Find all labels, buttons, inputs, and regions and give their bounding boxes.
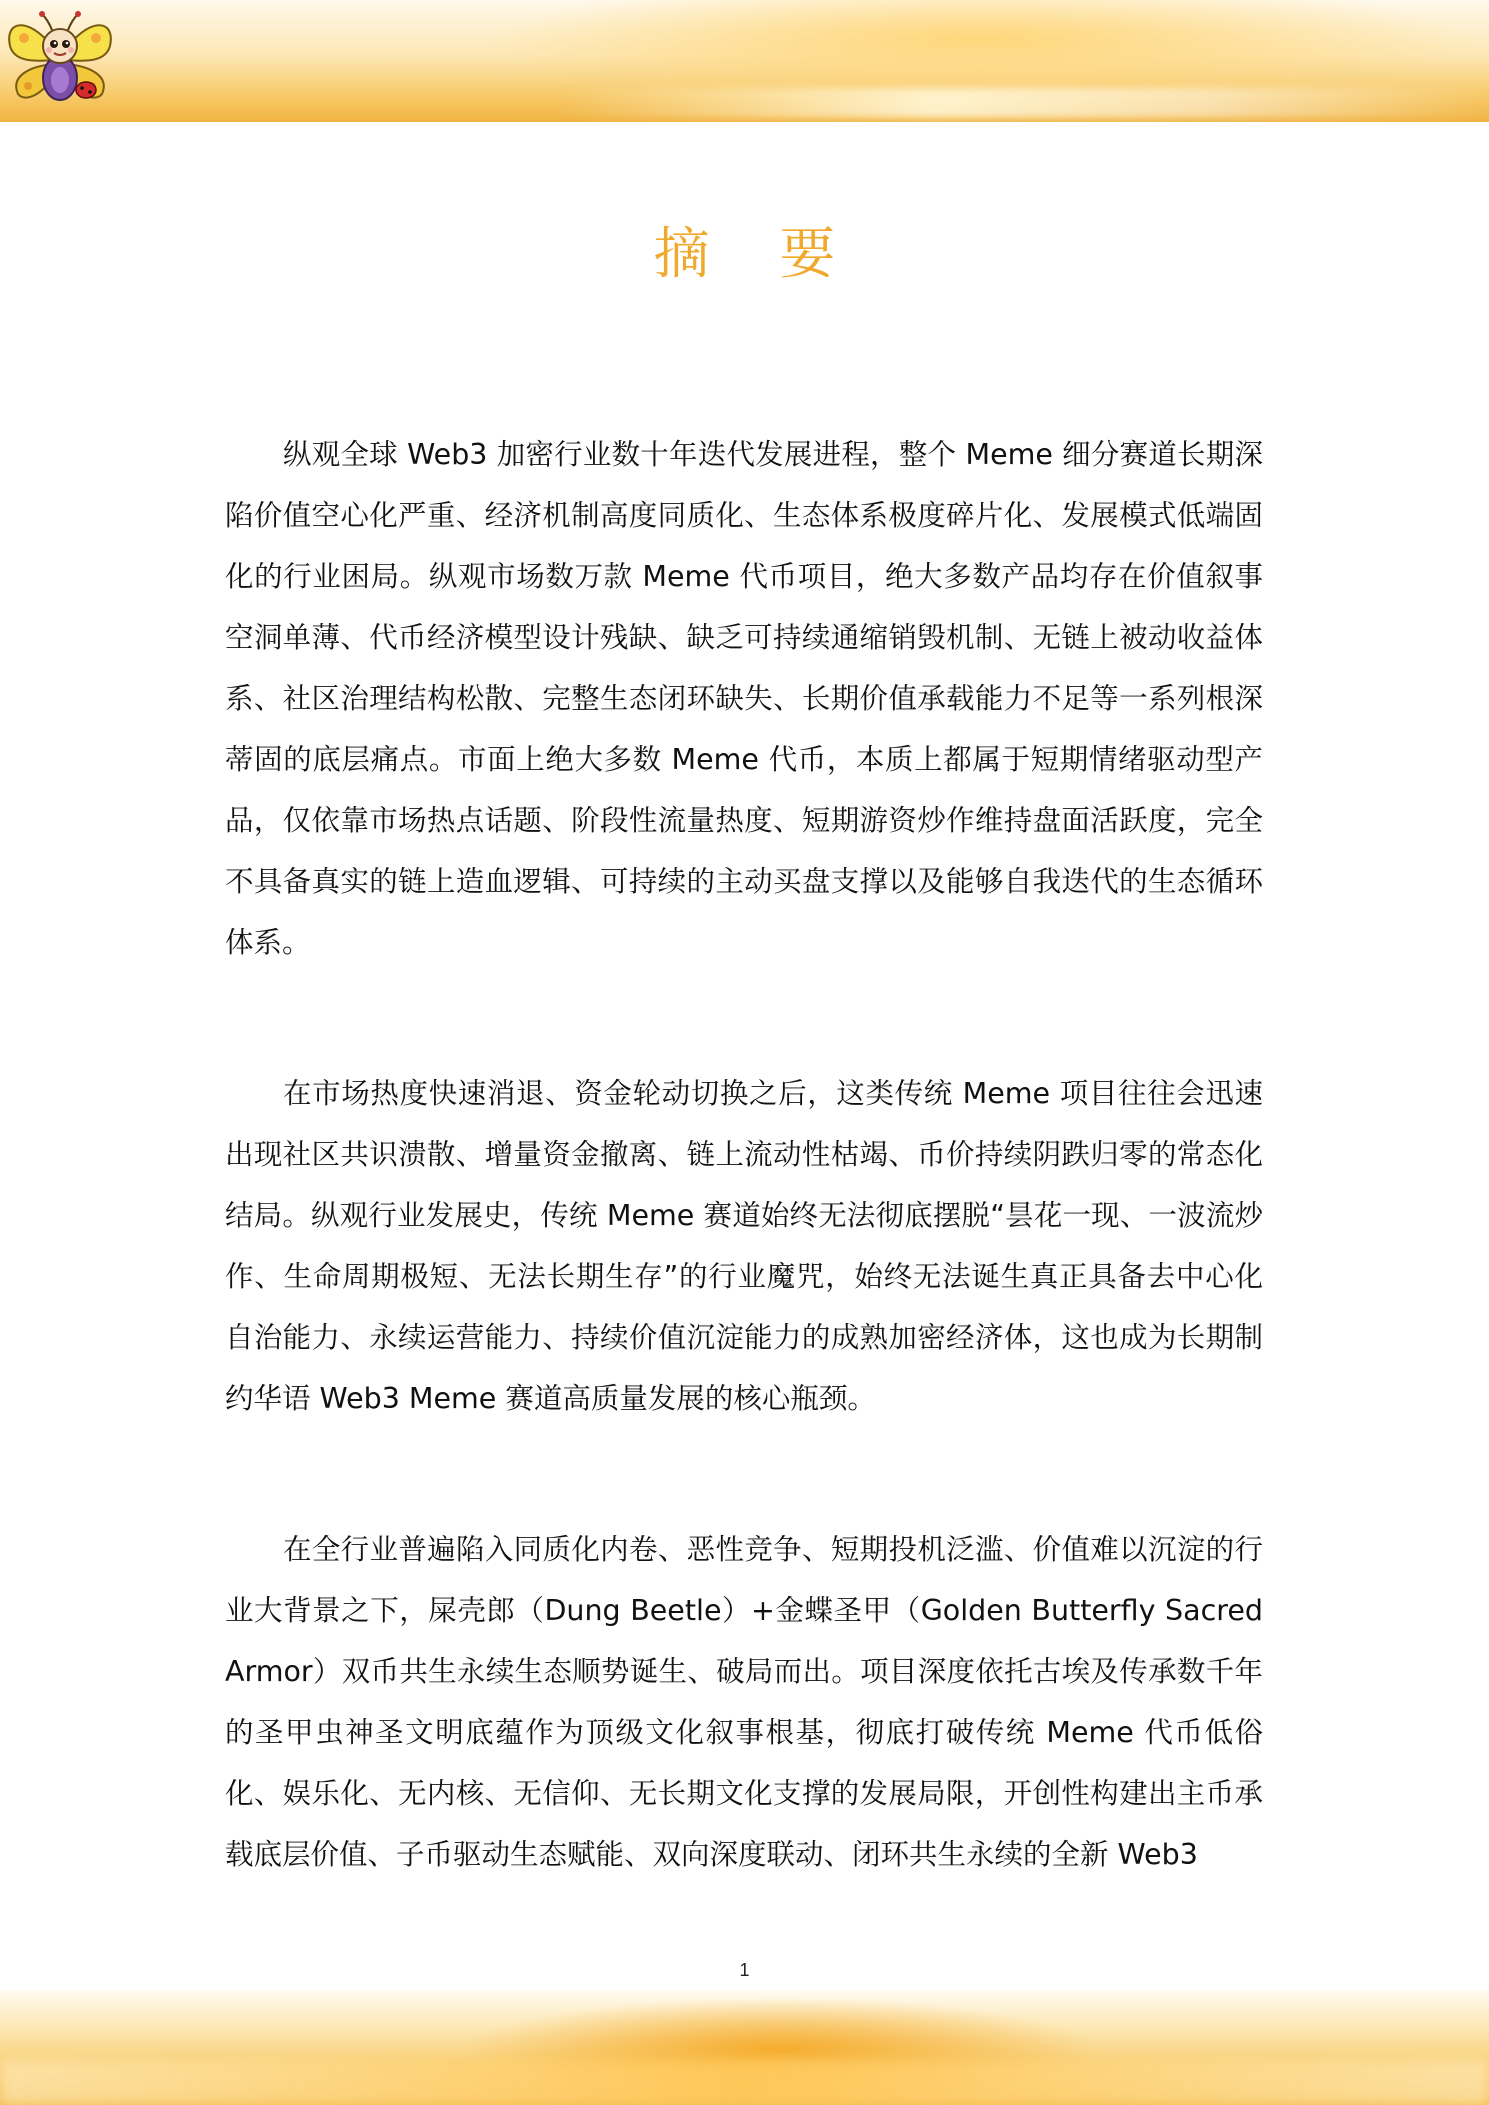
page-number: 1 (739, 1960, 750, 1980)
abstract-body (225, 424, 1263, 1975)
butterfly-beetle-mascot-icon (2, 6, 118, 106)
page-header-band (0, 0, 1489, 122)
footer-glow (0, 2060, 1489, 2105)
paragraph-1: 纵观全球 Web3 加密行业数十年迭代发展进程，整个 Meme 细分赛道长期深陷价值空心化严重、经济机制高度同质化、生态体系极度碎片化、发展模式低端固化的行业困局。纵观市场数万款 Meme 代币项目，绝大多数产品均存在价值叙事空洞单薄、代币经济模型设计残缺、缺乏可持续通缩销毁机制、无链上被动收益体系、社区治理结构松散、完整生态闭环缺失、长期价值承载能力不足等一系列根深蒂固的底层痛点。市面上绝大多数 Meme 代币，本质上都属于短期情绪驱动型产品，仅依靠市场热点话题、阶段性流量热度、短期游资炒作维持盘面活跃度，完全不具备真实的链上造血逻辑、可持续的主动买盘支撑以及能够自我迭代的生态循环体系。 (225, 438, 1263, 959)
page-footer-band (0, 1990, 1489, 2105)
paragraph-2: 在市场热度快速消退、资金轮动切换之后，这类传统 Meme 项目往往会迅速出现社区共识溃散、增量资金撤离、链上流动性枯竭、币价持续阴跌归零的常态化结局。纵观行业发展史，传统 Meme 赛道始终无法彻底摆脱“昙花一现、一波流炒作、生命周期极短、无法长期生存”的行业魔咒，始终无法诞生真正具备去中心化自治能力、永续运营能力、持续价值沉淀能力的成熟加密经济体，这也成为长期制约华语 Web3 Meme 赛道高质量发展的核心瓶颈。 (225, 1077, 1263, 1415)
paragraph-3: 在全行业普遍陷入同质化内卷、恶性竞争、短期投机泛滥、价值难以沉淀的行业大背景之下，屎壳郎（Dung Beetle）+金蝶圣甲（Golden Butterfly Sacred Armor）双币共生永续生态顺势诞生、破局而出。项目深度依托古埃及传承数千年的圣甲虫神圣文明底蕴作为顶级文化叙事根基，彻底打破传统 Meme 代币低俗化、娱乐化、无内核、无信仰、无长期文化支撑的发展局限，开创性构建出主币承载底层价值、子币驱动生态赋能、双向深度联动、闭环共生永续的全新 Web3 (225, 1533, 1263, 1871)
header-shine (560, 88, 1489, 118)
page-title: 摘 要 (653, 222, 862, 287)
